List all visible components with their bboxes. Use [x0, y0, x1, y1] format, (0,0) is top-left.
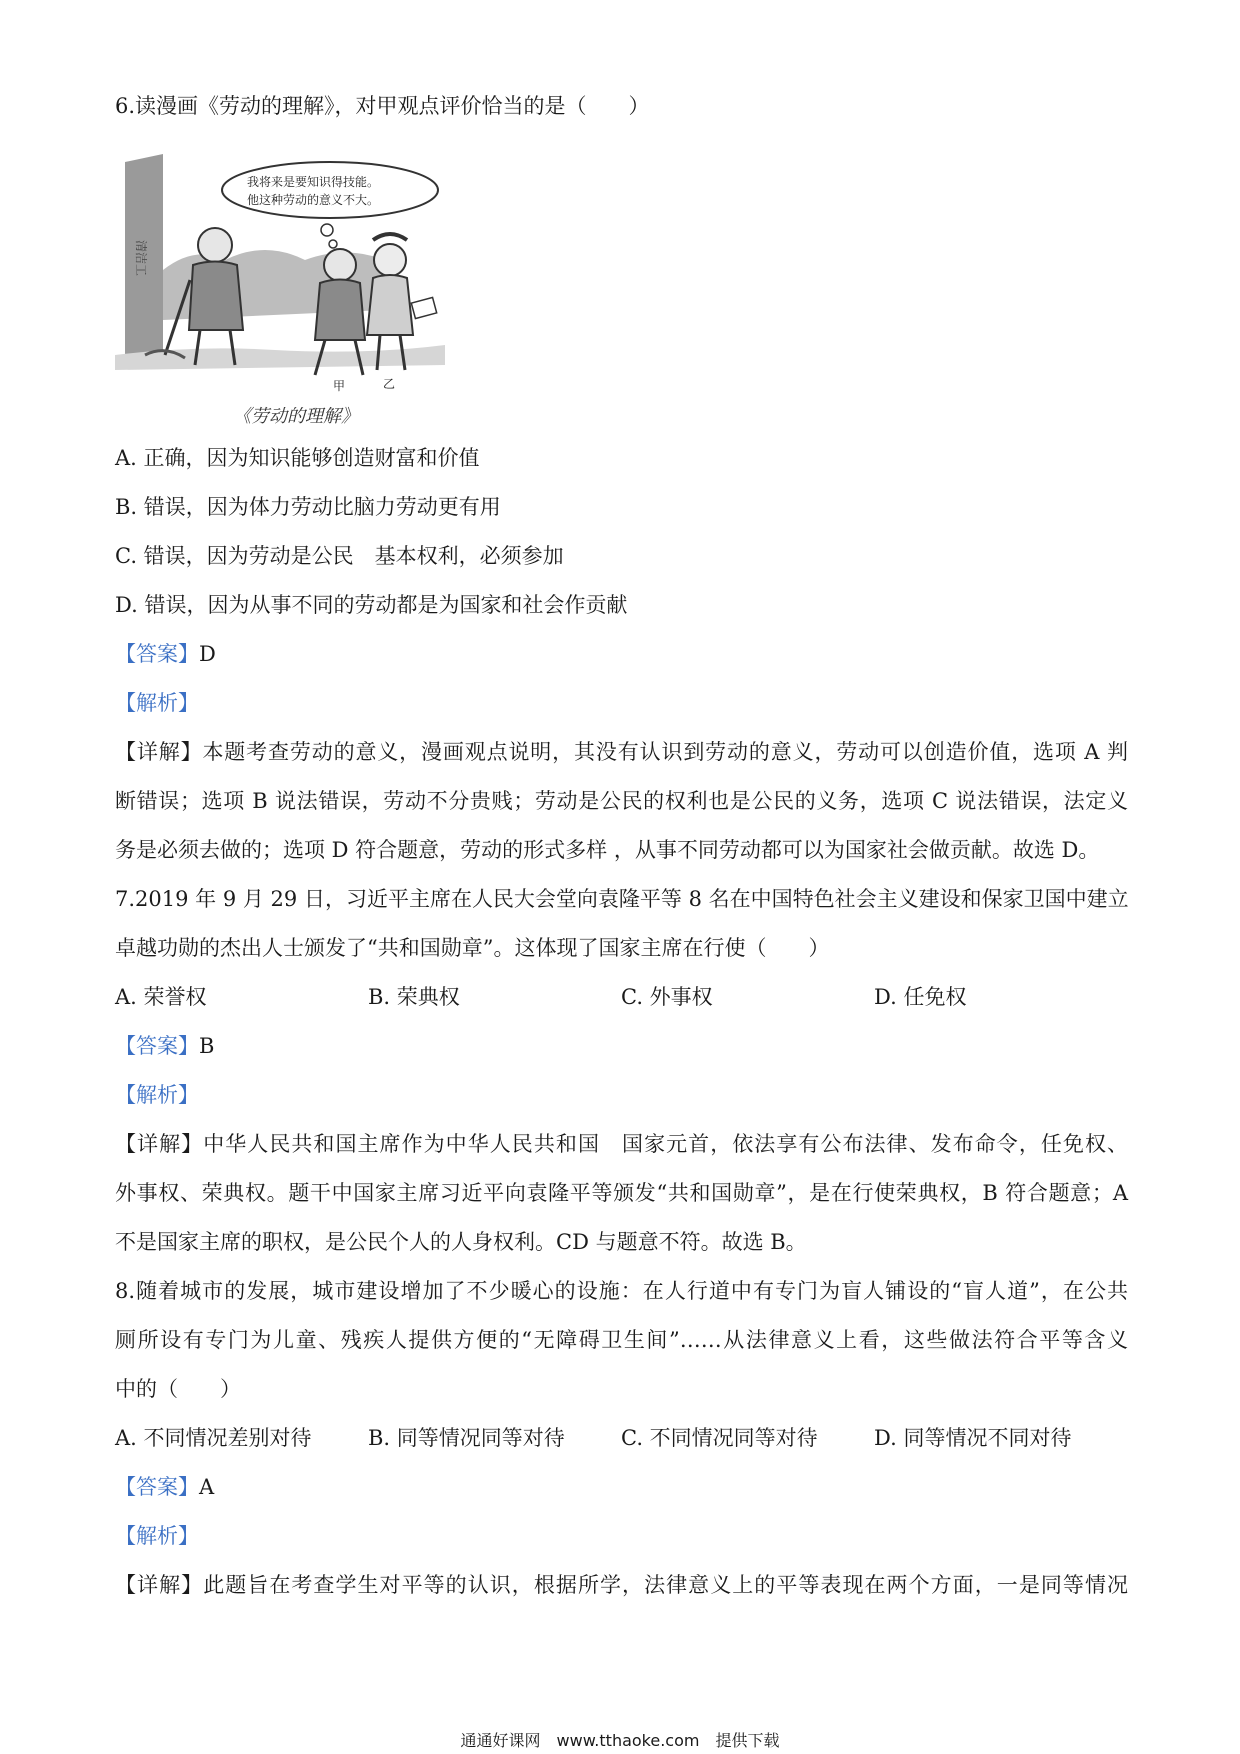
q8-stem-line-2: 厕所设有专门为儿童、残疾人提供方便的“无障碍卫生间”……从法律意义上看，这些做法符合平等含义 [115, 1328, 1128, 1352]
bubble-text-1: 我将来是要知识得技能。 [247, 175, 380, 189]
answer-value: A [199, 1475, 215, 1499]
q6-stem: 6.读漫画《劳动的理解》，对甲观点评价恰当的是（ ） [115, 94, 650, 118]
pillar-sign: 清洁工 [134, 240, 148, 277]
q7-stem-line-1: 7.2019 年 9 月 29 日，习近平主席在人民大会堂向袁隆平等 8 名在中国特色社会主义建设和保家卫国中建立 [115, 887, 1129, 911]
q6-detail-line-3: 务是必须去做的；选项 D 符合题意，劳动的形式多样 ，从事不同劳动都可以为国家社会做贡献。故选 D。 [115, 838, 1100, 862]
q8-stem-line-1: 8.随着城市的发展，城市建设增加了不少暖心的设施：在人行道中有专门为盲人铺设的“盲人道”，在公共 [115, 1279, 1128, 1303]
q8-option-c: C. 不同情况同等对待 [621, 1426, 818, 1450]
q8-option-d: D. 同等情况不同对待 [874, 1426, 1072, 1450]
cartoon-caption: 《劳动的理解》 [233, 406, 359, 427]
q7-detail-line-3: 不是国家主席的职权，是公民个人的人身权利。CD 与题意不符。故选 B。 [115, 1230, 807, 1254]
q6-analysis-tag: 【解析】 [115, 691, 199, 715]
q6-option-a: A. 正确，因为知识能够创造财富和价值 [115, 446, 480, 470]
answer-value: D [199, 642, 216, 666]
person-jia-head [324, 249, 356, 281]
q6-answer [115, 640, 216, 668]
detail-tag: 【详解】 [115, 1132, 204, 1156]
worker-head [198, 228, 232, 262]
detail-tag: 【详解】 [115, 1573, 204, 1597]
q7-stem-line-2: 卓越功勋的杰出人士颁发了“共和国勋章”。这体现了国家主席在行使（ ） [115, 936, 830, 960]
label-jia: 甲 [333, 379, 346, 393]
q6-option-b: B. 错误，因为体力劳动比脑力劳动更有用 [115, 495, 501, 519]
cartoon-image [115, 150, 495, 430]
answer-tag: 【答案】 [115, 1034, 199, 1058]
thought-bubble [222, 162, 438, 218]
q8-analysis-tag: 【解析】 [115, 1524, 199, 1548]
answer-value: B [199, 1034, 215, 1058]
q7-analysis-tag: 【解析】 [115, 1083, 199, 1107]
q8-stem-line-3: 中的（ ） [115, 1377, 241, 1401]
q7-option-d: D. 任免权 [874, 985, 967, 1009]
q8-detail-line-1: 【详解】此题旨在考查学生对平等的认识，根据所学，法律意义上的平等表现在两个方面，一是同等情况 [115, 1573, 1129, 1597]
ground [115, 345, 445, 370]
answer-tag: 【答案】 [115, 1475, 199, 1499]
q6-detail-line-1: 【详解】本题考查劳动的意义，漫画观点说明，其没有认识到劳动的意义，劳动可以创造价值，选项 A 判 [115, 740, 1129, 764]
q8-option-b: B. 同等情况同等对待 [368, 1426, 565, 1450]
bubble-text-2: 他这种劳动的意义不大。 [247, 193, 380, 207]
q6-detail-line-2: 断错误；选项 B 说法错误，劳动不分贵贱；劳动是公民的权利也是公民的义务，选项 C 说法错误，法定义 [115, 789, 1128, 813]
person-yi-head [374, 244, 406, 276]
q6-option-c: C. 错误，因为劳动是公民 基本权利，必须参加 [115, 544, 564, 568]
q8-option-a: A. 不同情况差别对待 [115, 1426, 312, 1450]
detail-tag: 【详解】 [115, 740, 203, 764]
label-yi: 乙 [383, 377, 396, 391]
q7-answer [115, 1032, 214, 1060]
q7-option-a: A. 荣誉权 [115, 985, 207, 1009]
q7-detail-line-2: 外事权、荣典权。题干中国家主席习近平向袁隆平等颁发“共和国勋章”，是在行使荣典权，B 符合题意；A [115, 1181, 1128, 1205]
q7-detail-line-1: 【详解】中华人民共和国主席作为中华人民共和国 国家元首，依法享有公布法律、发布命令，任免权、 [115, 1132, 1129, 1156]
worker-body [189, 262, 243, 331]
q7-option-c: C. 外事权 [621, 985, 713, 1009]
answer-tag: 【答案】 [115, 642, 199, 666]
page-footer: 通通好课网 www.tthaoke.com 提供下载 [460, 1731, 780, 1750]
q8-answer [115, 1473, 214, 1501]
q6-option-d: D. 错误，因为从事不同的劳动都是为国家和社会作贡献 [115, 593, 628, 617]
q7-option-b: B. 荣典权 [368, 985, 460, 1009]
